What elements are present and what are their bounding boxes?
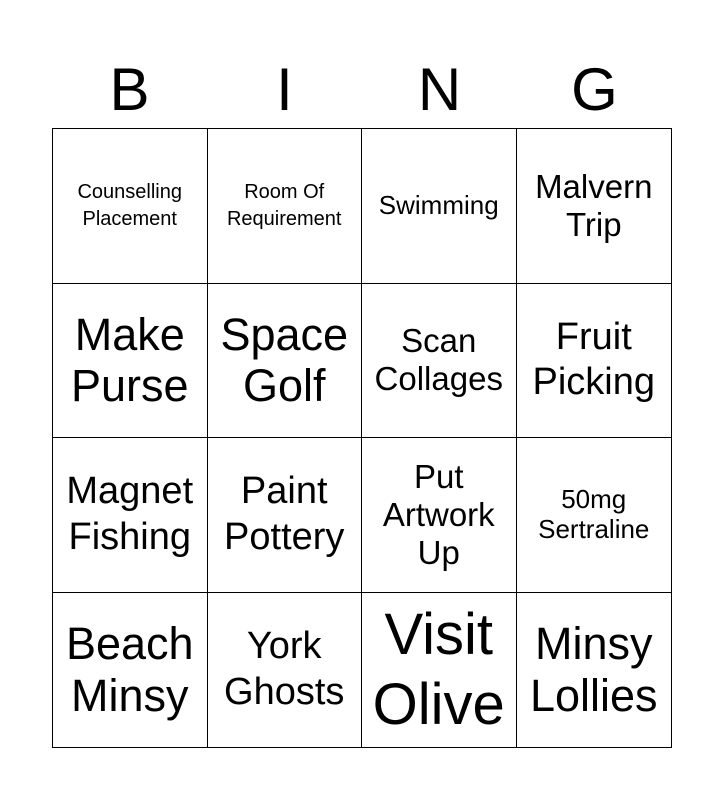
- bingo-cell[interactable]: [517, 284, 672, 439]
- cell-label: Make Purse: [70, 308, 189, 412]
- bingo-header: [52, 52, 672, 128]
- cell-label: 50mg Sertraline: [538, 483, 650, 544]
- header-letter-b: B: [109, 56, 150, 123]
- header-letter-i: I: [276, 56, 293, 123]
- cell-label: Swimming: [378, 189, 499, 220]
- bingo-cell[interactable]: [208, 593, 363, 748]
- bingo-board: [52, 128, 672, 748]
- bingo-cell[interactable]: [362, 593, 517, 748]
- cell-label: Room Of Requirement: [226, 180, 342, 230]
- bingo-cell[interactable]: [53, 593, 208, 748]
- bingo-cell[interactable]: [517, 438, 672, 593]
- header-letter-g: G: [571, 56, 618, 123]
- cell-label: Scan Collages: [374, 322, 503, 398]
- bingo-cell[interactable]: [208, 284, 363, 439]
- cell-label: Fruit Picking: [532, 315, 655, 404]
- cell-label: York Ghosts: [224, 625, 345, 713]
- bingo-cell[interactable]: [362, 284, 517, 439]
- cell-label: Minsy Lollies: [529, 618, 658, 721]
- cell-label: Malvern Trip: [535, 167, 653, 243]
- bingo-cell[interactable]: [517, 129, 672, 284]
- bingo-cell[interactable]: [53, 438, 208, 593]
- bingo-cell[interactable]: [517, 593, 672, 748]
- cell-label: Visit Olive: [372, 602, 505, 737]
- cell-label: Paint Pottery: [224, 470, 345, 558]
- cell-label: Beach Minsy: [65, 618, 194, 721]
- bingo-cell[interactable]: [362, 129, 517, 284]
- cell-label: Space Golf: [220, 308, 349, 412]
- bingo-cell[interactable]: [362, 438, 517, 593]
- cell-label: Counselling Placement: [77, 180, 182, 230]
- bingo-cell[interactable]: [208, 129, 363, 284]
- bingo-cell[interactable]: [53, 129, 208, 284]
- bingo-cell[interactable]: [208, 438, 363, 593]
- cell-label: Magnet Fishing: [66, 470, 194, 558]
- bingo-cell[interactable]: [53, 284, 208, 439]
- cell-label: Put Artwork Up: [382, 457, 495, 571]
- header-letter-n: N: [417, 56, 462, 123]
